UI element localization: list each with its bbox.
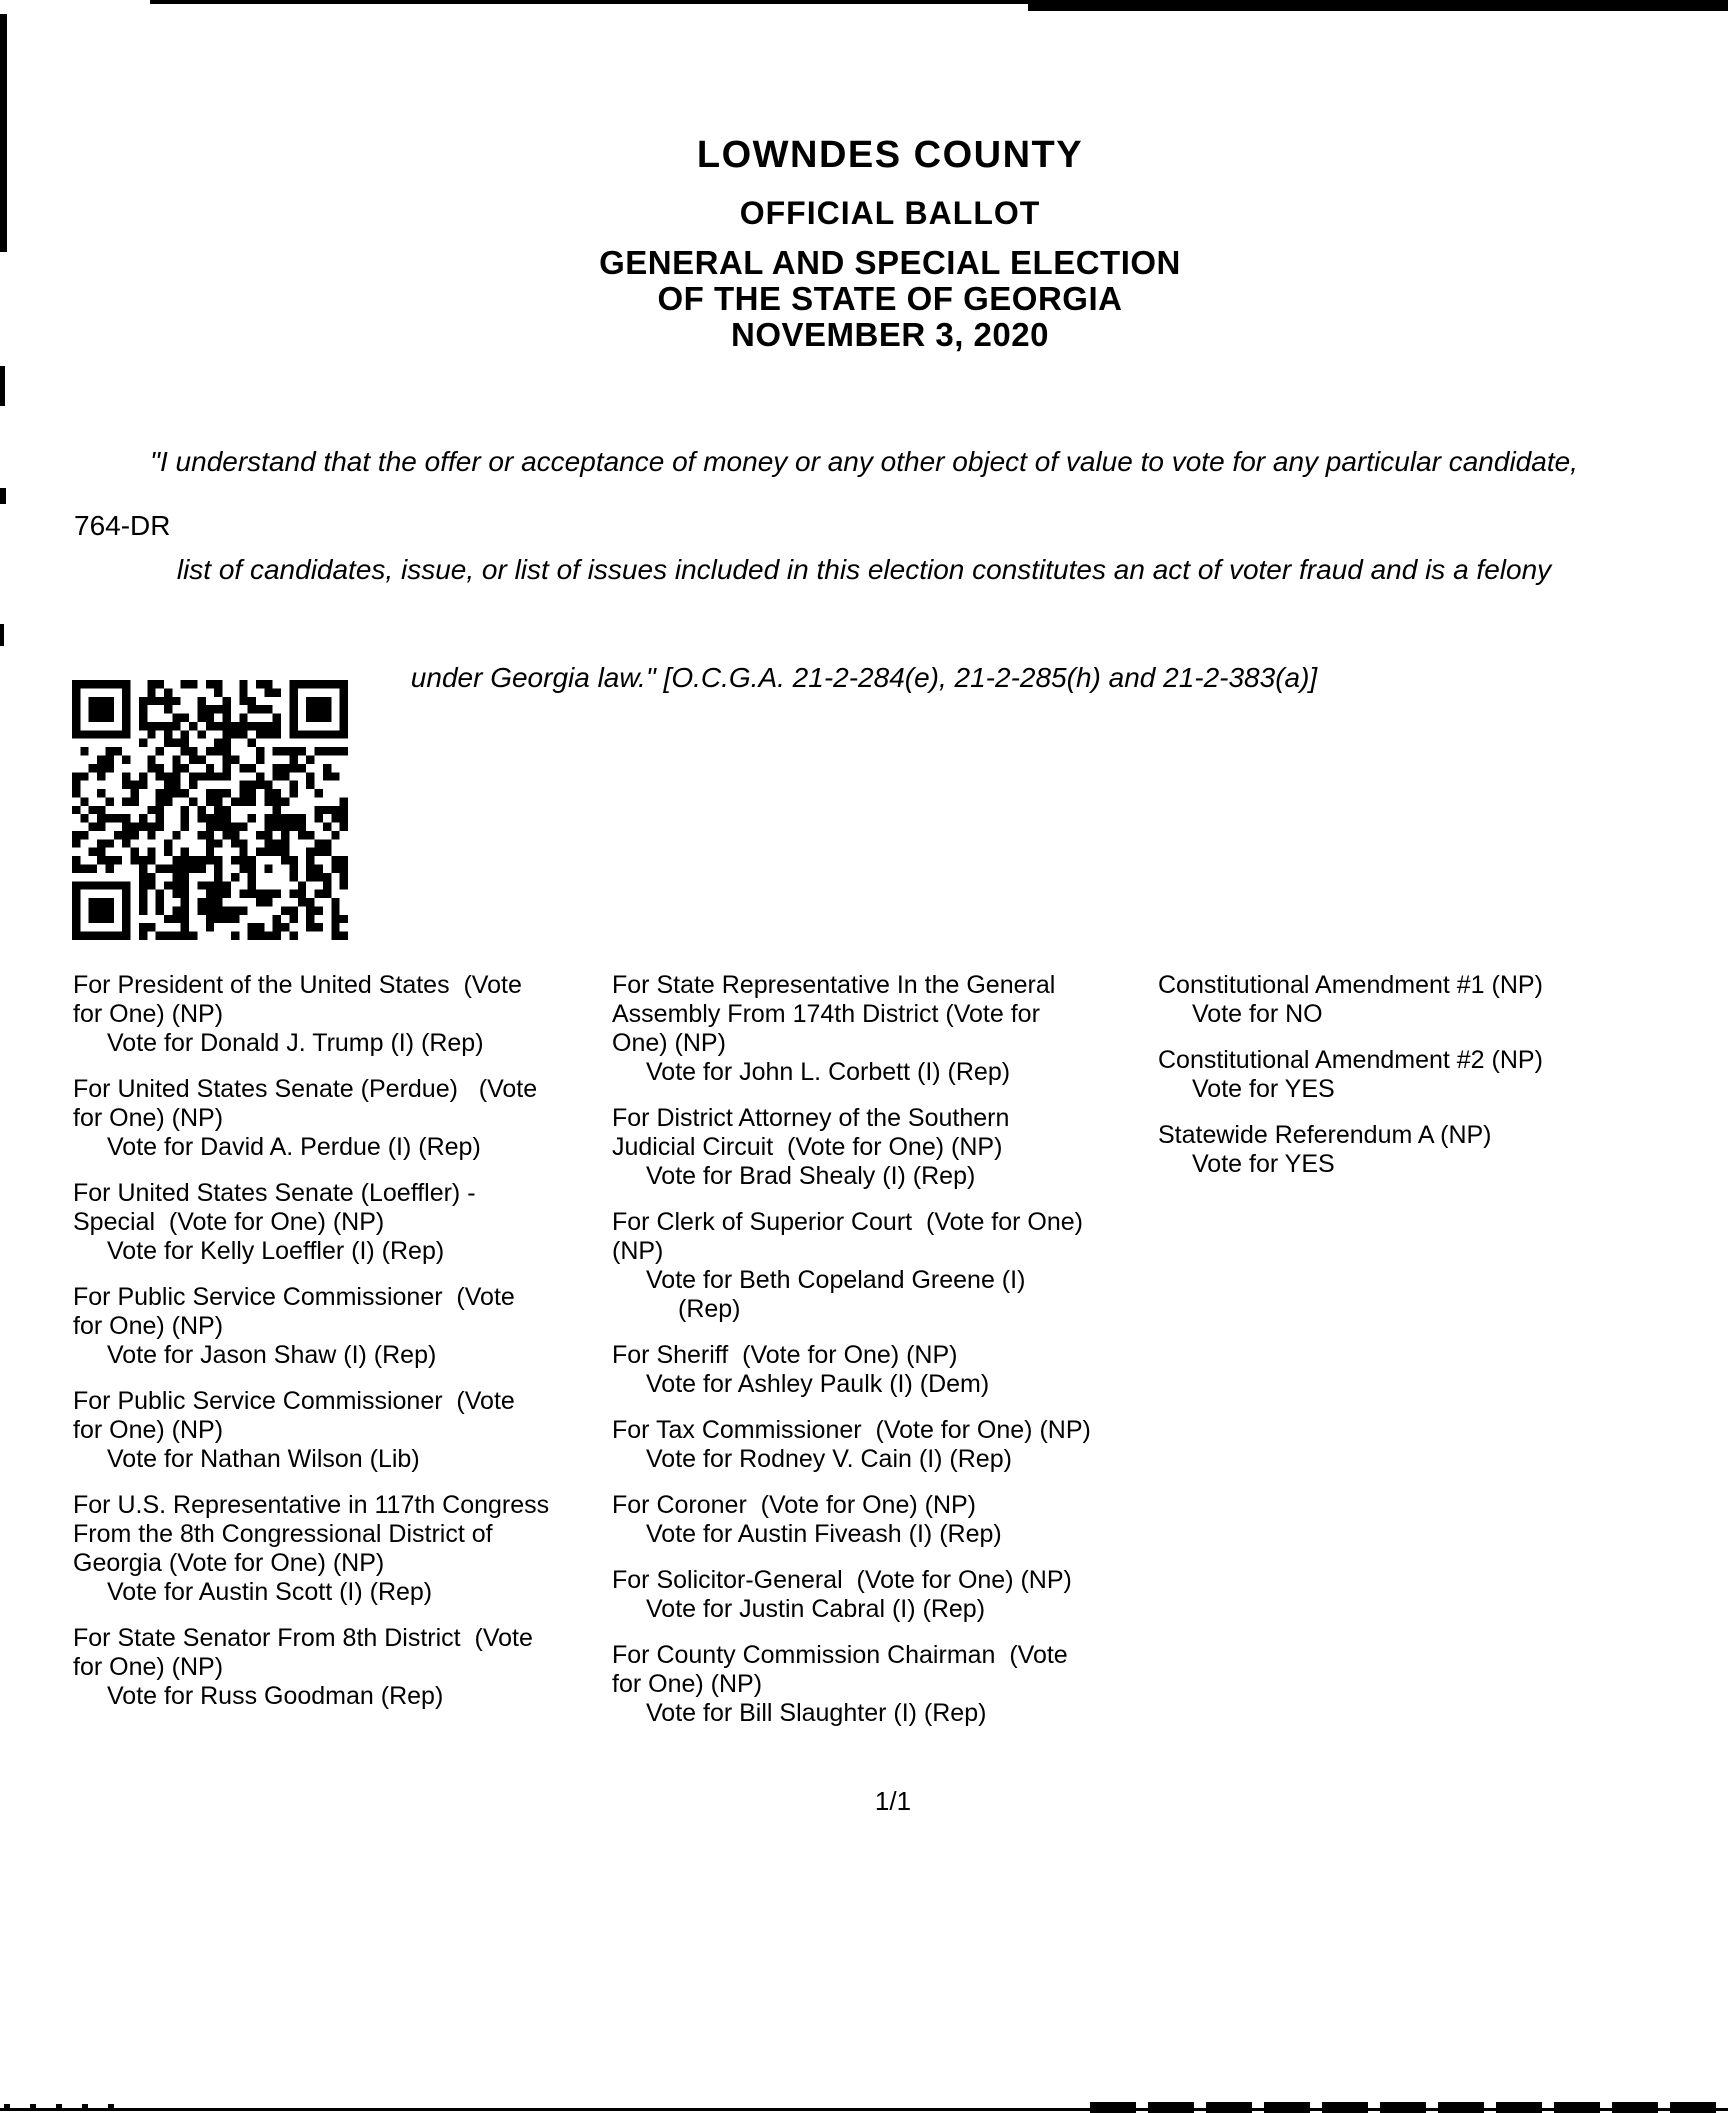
contest-title-line: From the 8th Congressional District of	[73, 1520, 493, 1548]
election-title-line: NOVEMBER 3, 2020	[731, 316, 1049, 353]
contest	[612, 1104, 1142, 1191]
contest-title-line: For Solicitor-General (Vote for One) (NP)	[612, 1566, 1072, 1594]
contest-title-line: for One) (NP)	[73, 1000, 224, 1028]
contest-vote-line: Vote for Ashley Paulk (I) (Dem)	[646, 1370, 990, 1398]
contest-vote-line: Vote for Jason Shaw (I) (Rep)	[107, 1341, 437, 1369]
contest-title-line: Judicial Circuit (Vote for One) (NP)	[612, 1133, 1003, 1161]
contest-vote-line: (Rep)	[678, 1295, 741, 1323]
contest-vote-line: Vote for Austin Scott (I) (Rep)	[107, 1578, 433, 1606]
disclaimer-line: list of candidates, issue, or list of issues included in this election constitutes an act of voter fraud and is a felony	[176, 554, 1552, 585]
contest	[612, 1566, 1142, 1624]
contest-vote-line: Vote for Beth Copeland Greene (I)	[646, 1266, 1026, 1294]
contest-vote-line: Vote for Russ Goodman (Rep)	[107, 1682, 444, 1710]
scan-artifact-left-bar	[0, 14, 7, 252]
contest-title-line: for One) (NP)	[73, 1104, 224, 1132]
ballot-column-1	[73, 971, 603, 1728]
contest-vote-line: Vote for Austin Fiveash (I) (Rep)	[646, 1520, 1002, 1548]
contest-title-line: For Public Service Commissioner (Vote	[73, 1387, 515, 1415]
contest-title-line: For State Senator From 8th District (Vote	[73, 1624, 533, 1652]
ballot-column-2	[612, 971, 1142, 1745]
contest-title-line: (NP)	[612, 1237, 664, 1265]
contest-title-line: for One) (NP)	[73, 1653, 224, 1681]
contest-title-line: For United States Senate (Loeffler) -	[73, 1179, 476, 1207]
contest-vote-line: Vote for YES	[1192, 1075, 1335, 1103]
contest-title-line: Special (Vote for One) (NP)	[73, 1208, 385, 1236]
contest-vote-line: Vote for YES	[1192, 1150, 1335, 1178]
contest	[612, 1208, 1142, 1324]
contest	[73, 1624, 603, 1711]
contest-title-line: For State Representative In the General	[612, 971, 1056, 999]
contest	[1158, 1046, 1648, 1104]
contest-vote-line: Vote for Bill Slaughter (I) (Rep)	[646, 1699, 987, 1727]
contest	[1158, 971, 1648, 1029]
contest-title-line: For Coroner (Vote for One) (NP)	[612, 1491, 977, 1519]
contest	[73, 1179, 603, 1266]
contest-vote-line: Vote for Donald J. Trump (I) (Rep)	[107, 1029, 484, 1057]
contest-title-line: For United States Senate (Perdue) (Vote	[73, 1075, 538, 1103]
page-number: 1/1	[874, 1786, 912, 1816]
scan-artifact-bottom-dashes	[1090, 2102, 1728, 2113]
disclaimer-line: under Georgia law." [O.C.G.A. 21-2-284(e), 21-2-285(h) and 21-2-383(a)]	[410, 662, 1318, 693]
contest	[73, 971, 603, 1058]
contest-vote-line: Vote for Rodney V. Cain (I) (Rep)	[646, 1445, 1012, 1473]
ballot-style-code: 764-DR	[74, 510, 171, 541]
election-title-line: OF THE STATE OF GEORGIA	[657, 280, 1123, 317]
contest-vote-line: Vote for Justin Cabral (I) (Rep)	[646, 1595, 986, 1623]
contest-vote-line: Vote for NO	[1192, 1000, 1323, 1028]
contest-title-line: Constitutional Amendment #1 (NP)	[1158, 971, 1543, 999]
contest-title-line: for One) (NP)	[73, 1416, 224, 1444]
contest	[612, 1491, 1142, 1549]
disclaimer-line: "I understand that the offer or acceptance of money or any other object of value to vote for any particular candidate,	[150, 446, 1578, 477]
contest-vote-line: Vote for Kelly Loeffler (I) (Rep)	[107, 1237, 445, 1265]
contest-vote-line: Vote for Nathan Wilson (Lib)	[107, 1445, 420, 1473]
contest	[73, 1491, 603, 1607]
contest-title-line: For District Attorney of the Southern	[612, 1104, 1010, 1132]
contest-title-line: For Sheriff (Vote for One) (NP)	[612, 1341, 958, 1369]
election-title-line: GENERAL AND SPECIAL ELECTION	[599, 244, 1181, 281]
scan-artifact-top-line-thick	[1028, 0, 1728, 11]
contest	[73, 1387, 603, 1474]
contest	[1158, 1121, 1648, 1179]
contest-vote-line: Vote for David A. Perdue (I) (Rep)	[107, 1133, 481, 1161]
ballot-column-3	[1158, 971, 1648, 1196]
contest-title-line: For Clerk of Superior Court (Vote for One)	[612, 1208, 1084, 1236]
scan-artifact-bottom-dots	[4, 2104, 114, 2109]
county-title: LOWNDES COUNTY	[696, 134, 1084, 176]
contest-title-line: for One) (NP)	[612, 1670, 763, 1698]
qr-code	[72, 680, 348, 940]
scan-artifact-top-line-thin	[150, 0, 1030, 4]
contest-title-line: For Public Service Commissioner (Vote	[73, 1283, 515, 1311]
contest-title-line: for One) (NP)	[73, 1312, 224, 1340]
contest	[612, 971, 1142, 1087]
contest-title-line: Assembly From 174th District (Vote for	[612, 1000, 1040, 1028]
contest-title-line: Georgia (Vote for One) (NP)	[73, 1549, 385, 1577]
contest-title-line: For U.S. Representative in 117th Congress	[73, 1491, 550, 1519]
contest-title-line: For Tax Commissioner (Vote for One) (NP)	[612, 1416, 1091, 1444]
contest-title-line: Statewide Referendum A (NP)	[1158, 1121, 1492, 1149]
ballot-type-title: OFFICIAL BALLOT	[739, 195, 1041, 231]
contest	[612, 1641, 1142, 1728]
contest-vote-line: Vote for John L. Corbett (I) (Rep)	[646, 1058, 1011, 1086]
contest-title-line: One) (NP)	[612, 1029, 726, 1057]
contest	[612, 1341, 1142, 1399]
contest-title-line: For President of the United States (Vote	[73, 971, 522, 999]
contest	[73, 1075, 603, 1162]
contest	[73, 1283, 603, 1370]
contest-vote-line: Vote for Brad Shealy (I) (Rep)	[646, 1162, 976, 1190]
contest	[612, 1416, 1142, 1474]
contest-title-line: For County Commission Chairman (Vote	[612, 1641, 1068, 1669]
contest-title-line: Constitutional Amendment #2 (NP)	[1158, 1046, 1543, 1074]
